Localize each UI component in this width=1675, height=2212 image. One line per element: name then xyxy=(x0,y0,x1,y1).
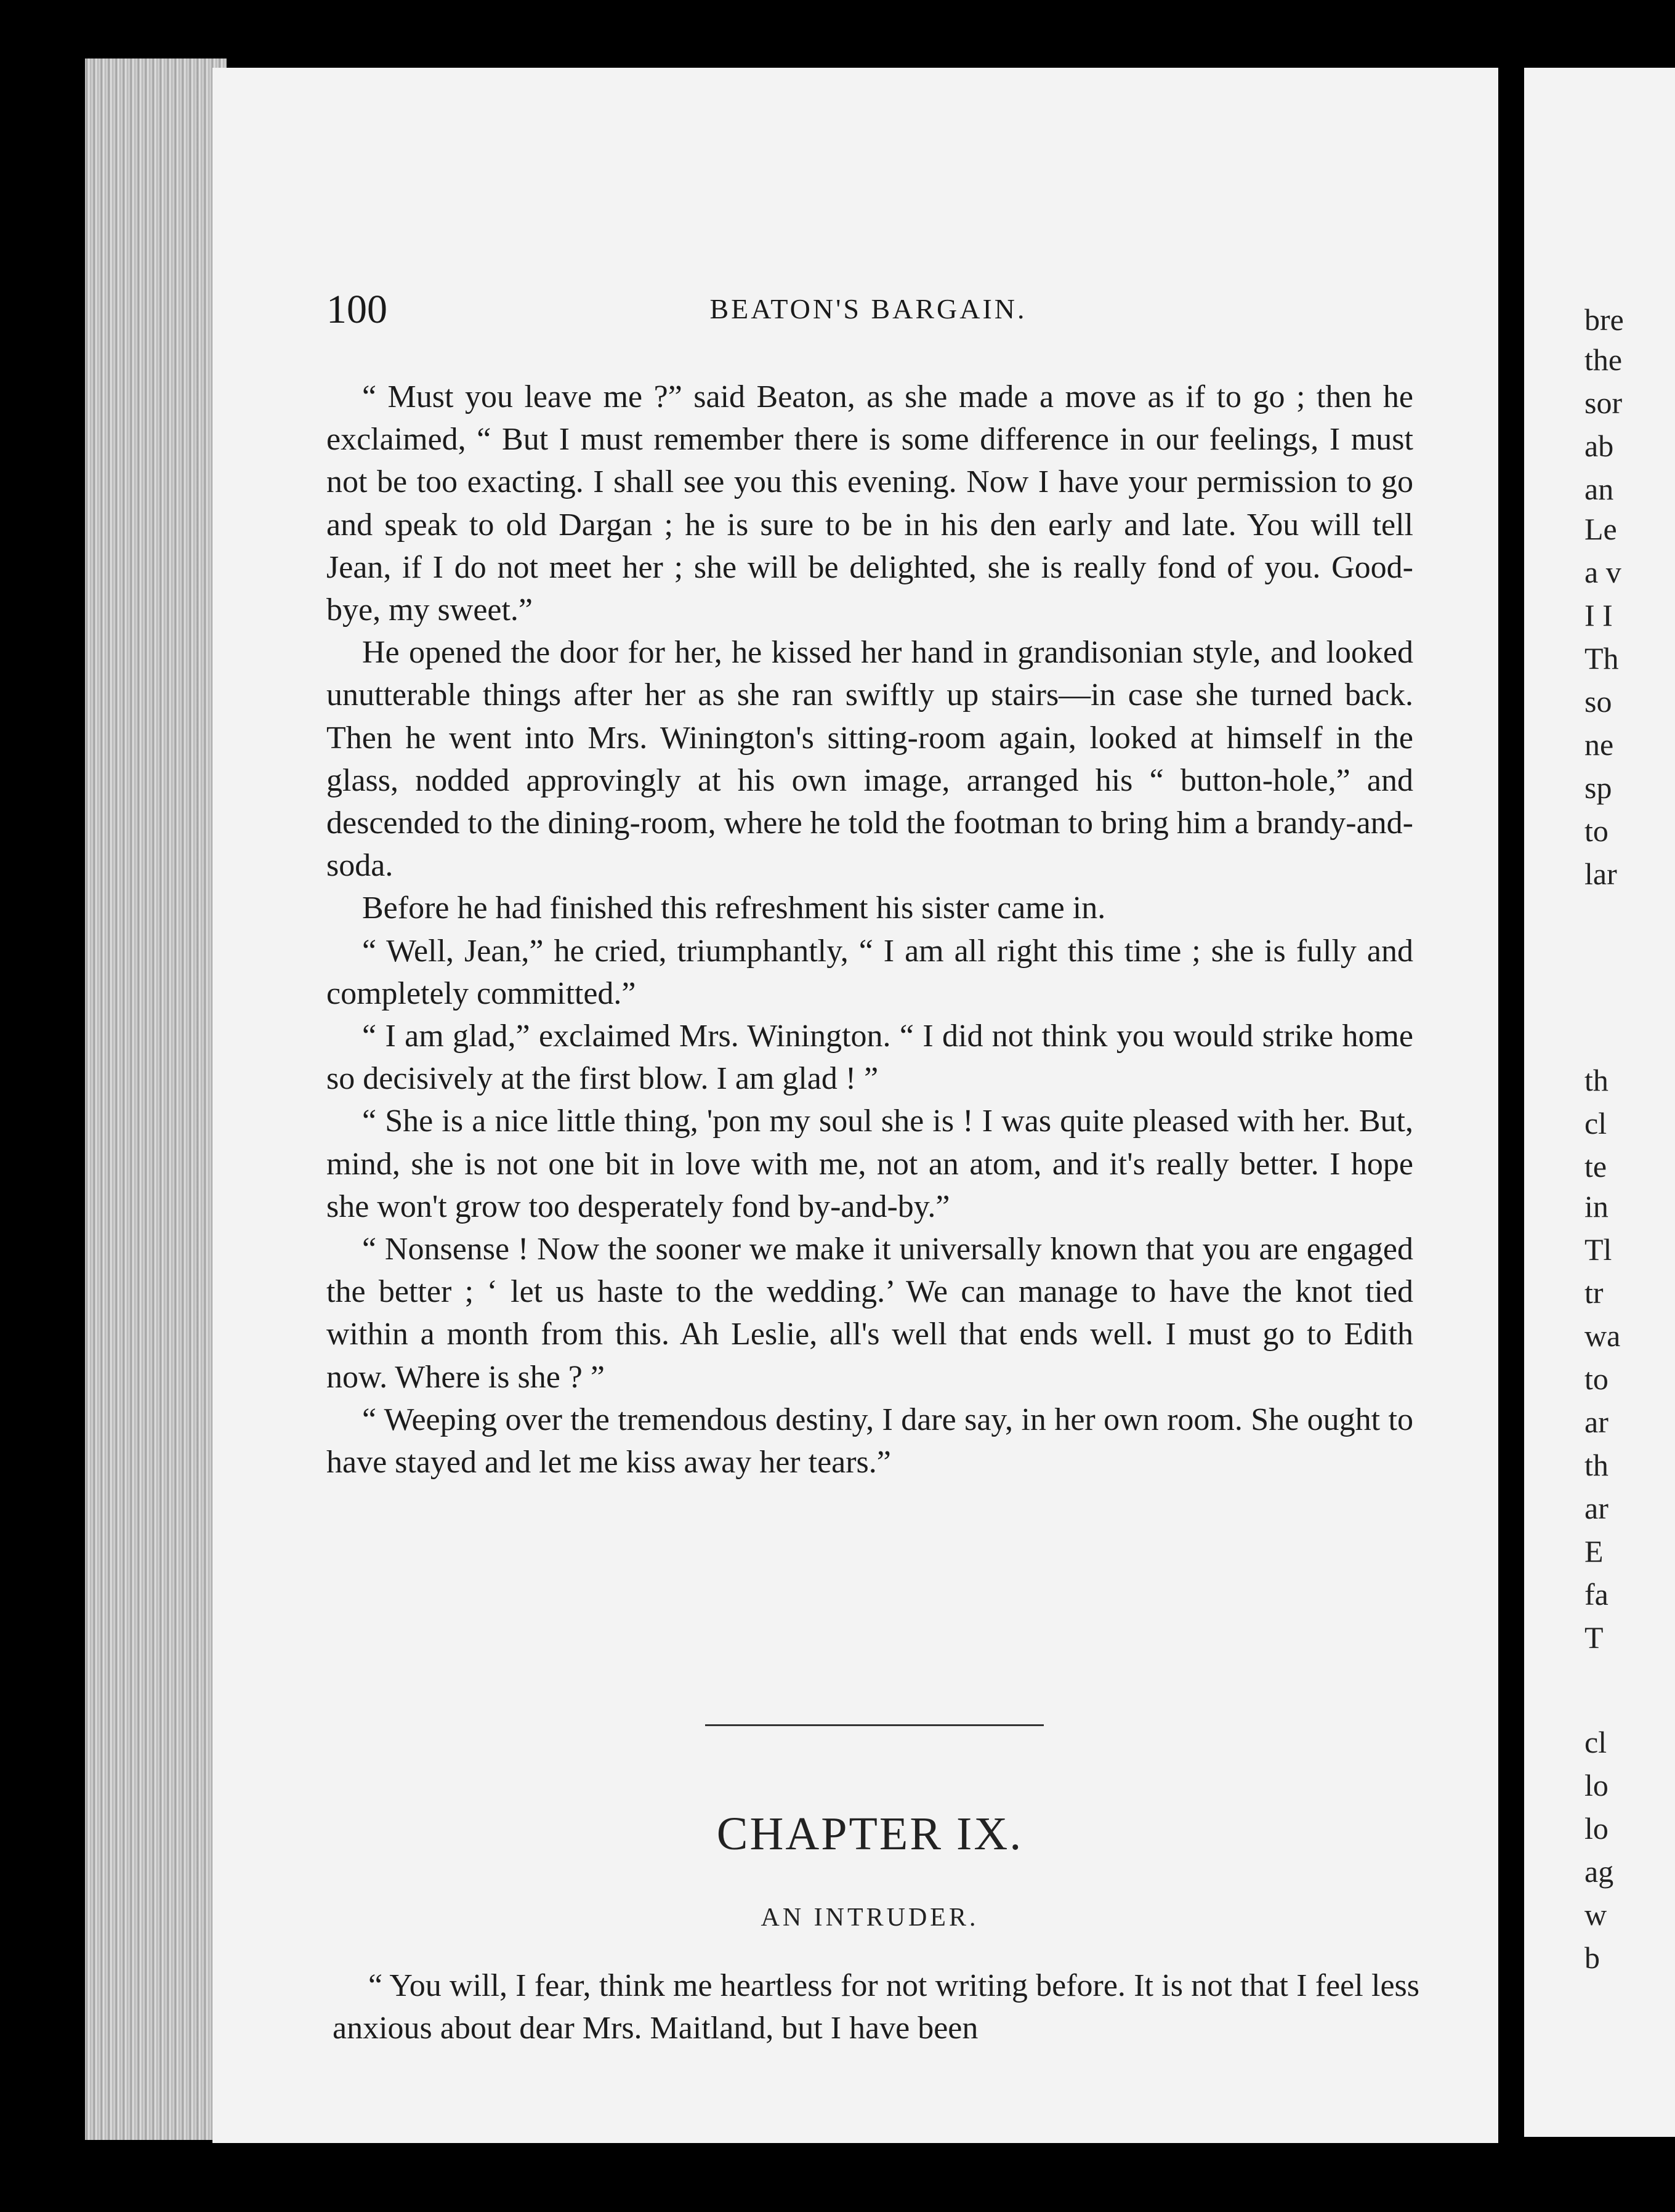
facing-page-text-fragment: ag xyxy=(1584,1854,1614,1889)
facing-page-text-fragment: Le xyxy=(1584,512,1617,546)
facing-page-text-fragment: I I xyxy=(1584,598,1613,632)
paragraph: “ Nonsense ! Now the sooner we make it universally known that you are engaged the better ; ‘ let us haste to the wedding.’ We can manage to have the knot tied within a month from this. Ah Leslie, all's well that ends well. I must go to Edith now. Where is she ? ” xyxy=(326,1232,1413,1395)
facing-page-text-fragment: to xyxy=(1584,813,1608,848)
facing-page-text-fragment: a v xyxy=(1584,555,1621,589)
paragraph: “ She is a nice little thing, 'pon my soul she is ! I was quite pleased with her. But, mind, she is not one bit in love with me, not an atom, and it's really better. I hope she won't grow too desperately fond by-and-by.” xyxy=(326,1104,1413,1224)
paragraph: “ You will, I fear, think me heartless for not writing before. It is not that I feel less anxious about dear Mrs. Maitland, but I have been xyxy=(333,1968,1419,2046)
facing-page-text-fragment: fa xyxy=(1584,1577,1608,1612)
paragraph: “ Must you leave me ?” said Beaton, as she made a move as if to go ; then he exclaimed, “ But I must remember there is some difference in our feelings, I must not be too exacting. I shall see you this evening. Now I have your permission to go and speak to old Dargan ; he is sure to be in his den early and late. You will tell Jean, if I do not meet her ; she will be delighted, she is really fond of you. Good-bye, my sweet.” xyxy=(326,379,1413,628)
book-page xyxy=(212,68,1498,2143)
paragraph: “ I am glad,” exclaimed Mrs. Winington. “ I did not think you would strike home so decisively at the first blow. I am glad ! ” xyxy=(326,1019,1413,1097)
facing-page-text-fragment: to xyxy=(1584,1362,1608,1396)
facing-page-text-fragment: Th xyxy=(1584,641,1619,676)
facing-page-text-fragment: Tl xyxy=(1584,1232,1612,1267)
facing-page-text-fragment: an xyxy=(1584,472,1614,506)
facing-page-text-fragment: cl xyxy=(1584,1106,1607,1140)
facing-page-text-fragment: te xyxy=(1584,1149,1607,1184)
chapter-text xyxy=(333,1964,1419,2049)
facing-page-text-fragment: ar xyxy=(1584,1491,1608,1525)
page-number: 100 xyxy=(326,287,387,332)
paragraph: He opened the door for her, he kissed her hand in grandisonian style, and looked unutterable things after her as she ran swiftly up stairs—in case she turned back. Then he went into Mrs. Winington's sitting-room again, looked at himself in the glass, nodded approvingly at his own image, arranged his “ button-hole,” and descended to the dining-room, where he told the footman to bring him a brandy-and-soda. xyxy=(326,635,1413,884)
facing-page-text-fragment: sp xyxy=(1584,770,1612,805)
paragraph: “ Weeping over the tremendous destiny, I dare say, in her own room. She ought to have stayed and let me kiss away her tears.” xyxy=(326,1402,1413,1480)
page-header xyxy=(326,286,1410,342)
facing-page-text-fragment: sor xyxy=(1584,385,1623,420)
facing-page-text-fragment: ne xyxy=(1584,727,1614,762)
facing-page-text-fragment: th xyxy=(1584,1448,1608,1482)
facing-page-text-fragment: lo xyxy=(1584,1811,1608,1846)
facing-page-text-fragment: so xyxy=(1584,684,1612,719)
facing-page-text-fragment: tr xyxy=(1584,1275,1604,1310)
section-divider xyxy=(705,1724,1044,1726)
body-text xyxy=(326,376,1413,1483)
facing-page-text-fragment: in xyxy=(1584,1189,1608,1224)
chapter-title: CHAPTER IX. xyxy=(716,1808,1023,1860)
facing-page-text-fragment: T xyxy=(1584,1620,1604,1655)
facing-page-text-fragment: the xyxy=(1584,342,1623,377)
facing-page-text-fragment: ar xyxy=(1584,1405,1608,1439)
facing-page-text-fragment: lo xyxy=(1584,1768,1608,1802)
facing-page-text-fragment: lar xyxy=(1584,857,1617,891)
running-title: BEATON'S BARGAIN. xyxy=(709,293,1027,325)
facing-page-text-fragment: cl xyxy=(1584,1725,1607,1759)
paragraph: “ Well, Jean,” he cried, triumphantly, “ I am all right this time ; she is fully and completely committed.” xyxy=(326,933,1413,1011)
book-page-edges xyxy=(85,59,227,2140)
facing-page-text-fragment: ab xyxy=(1584,429,1614,463)
paragraph: Before he had finished this refreshment his sister came in. xyxy=(362,890,1106,926)
facing-page-text-fragment: b xyxy=(1584,1940,1600,1975)
chapter-subtitle: AN INTRUDER. xyxy=(761,1903,979,1932)
facing-page-text-fragment: wa xyxy=(1584,1318,1621,1353)
facing-page-text-fragment: bre xyxy=(1584,302,1624,337)
facing-page xyxy=(1524,68,1675,2137)
facing-page-text-fragment: E xyxy=(1584,1534,1604,1568)
facing-page-text-fragment: w xyxy=(1584,1897,1607,1932)
facing-page-text-fragment: th xyxy=(1584,1063,1608,1097)
